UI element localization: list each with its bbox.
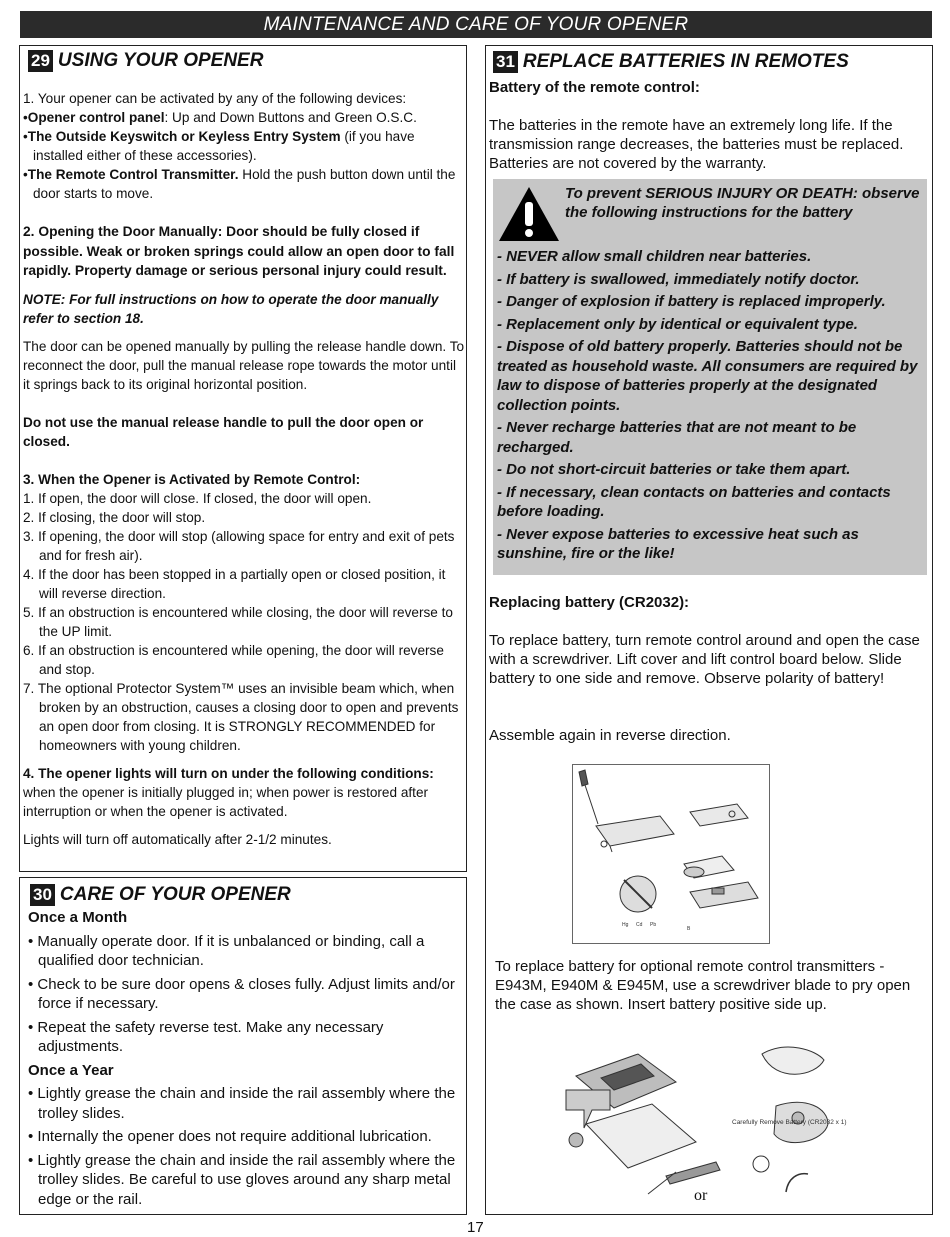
warning-triangle-icon	[497, 184, 561, 244]
replacing-text: To replace battery, turn remote control around and open the case with a screwdriver. Lift cover and lift control board below. Slide battery to one side and remove. Observe polarity of battery!	[489, 632, 920, 687]
warning-item: - Danger of explosion if battery is replaced improperly.	[497, 293, 886, 310]
list-item: • Internally the opener does not require additional lubrication.	[28, 1128, 432, 1145]
list-item: • Manually operate door. If it is unbalanced or binding, call a qualified door technician.	[28, 932, 425, 969]
device-item: •The Outside Keyswitch or Keyless Entry System (if you have installed either of these accessories).	[23, 129, 415, 163]
section-title	[28, 50, 263, 72]
warning-item: - Never expose batteries to excessive heat such as sunshine, fire or the like!	[497, 525, 859, 562]
section-heading: USING YOUR OPENER	[57, 50, 264, 71]
optional-remote-text: To replace battery for optional remote control transmitters - E943M, E940M & E945M, use a screwdriver blade to pry open the case as shown. Insert battery positive side up.	[495, 958, 911, 1013]
warning-item: - Do not short-circuit batteries or take them apart.	[497, 461, 851, 478]
warning-item: - If necessary, clean contacts on batteries and contacts before loading.	[497, 483, 891, 520]
once-a-month-heading: Once a Month	[28, 909, 128, 926]
assemble-text: Assemble again in reverse direction.	[489, 727, 731, 744]
warning-heading: To prevent SERIOUS INJURY OR DEATH: observe the following instructions for the battery	[565, 185, 920, 221]
manual-text: The door can be opened manually by pulling the release handle down. To reconnect the door, pull the manual release rope towards the motor until it springs back to its original horizontal position.	[23, 338, 465, 392]
list-item: • Repeat the safety reverse test. Make any necessary adjustments.	[28, 1018, 384, 1055]
optional-remote-figure	[556, 1046, 856, 1206]
section-body	[23, 89, 465, 849]
devices-intro: 1. Your opener can be activated by any of the following devices:	[23, 91, 407, 106]
once-a-year-heading: Once a Year	[28, 1061, 114, 1079]
warning-item: - Replacement only by identical or equivalent type.	[497, 315, 858, 333]
section-heading: REPLACE BATTERIES IN REMOTES	[522, 51, 849, 72]
figure-label-pb: Pb	[650, 922, 657, 928]
page-header: MAINTENANCE AND CARE OF YOUR OPENER	[20, 11, 932, 38]
section-using-opener	[19, 45, 467, 872]
remote-item: 1. If open, the door will close. If closed, the door will open.	[23, 490, 372, 506]
figure-or-label: or	[694, 1187, 708, 1204]
figure-label-cd: Cd	[636, 922, 643, 928]
warning-item: - NEVER allow small children near batteries.	[497, 248, 812, 265]
list-item: • Lightly grease the chain and inside the rail assembly where the trolley slides.	[28, 1085, 456, 1122]
figure-label-hg: Hg	[622, 922, 629, 928]
list-item: • Check to be sure door opens & closes fully. Adjust limits and/or force if necessary.	[28, 975, 455, 1012]
warning-item: - Dispose of old battery properly. Batteries should not be treated as household waste. All consumers are required by law to dispose of batteries properly at the designated collection points.	[497, 338, 918, 414]
warning-item: - If battery is swallowed, immediately notify doctor.	[497, 270, 860, 288]
lights-heading: 4. The opener lights will turn on under the following conditions:	[23, 765, 434, 781]
battery-replacement-figure	[572, 764, 770, 944]
remote-item: 5. If an obstruction is encountered while closing, the door will reverse to the UP limit.	[23, 604, 453, 639]
section-care-opener	[19, 877, 467, 1215]
section-heading: CARE OF YOUR OPENER	[59, 884, 291, 905]
warning-item: - Never recharge batteries that are not meant to be recharged.	[497, 419, 857, 456]
remote-item: 4. If the door has been stopped in a partially open or closed position, it will reverse direction.	[23, 566, 446, 601]
figure-callout: Carefully Remove Battery (CR2032 x 1)	[732, 1119, 847, 1126]
section-title	[493, 51, 849, 73]
lights-text: when the opener is initially plugged in; when power is restored after interruption or when the opener is activated.	[23, 784, 429, 819]
remote-item: 6. If an obstruction is encountered while opening, the door will reverse and stop.	[23, 642, 444, 677]
list-item: • Lightly grease the chain and inside the rail assembly where the trolley slides. Be careful to use gloves around any sharp metal edge or the rail.	[28, 1151, 456, 1208]
section-number: 29	[28, 50, 53, 72]
section-body	[28, 908, 460, 1213]
battery-text: The batteries in the remote have an extremely long life. If the transmission range decreases, the batteries must be replaced. Batteries are not covered by the warranty.	[489, 117, 904, 172]
manual-warning: Do not use the manual release handle to pull the door open or closed.	[23, 414, 424, 449]
remote-item: 2. If closing, the door will stop.	[23, 509, 206, 525]
section-number: 31	[493, 51, 518, 73]
device-item: •The Remote Control Transmitter. Hold the push button down until the door starts to move.	[23, 167, 456, 201]
remote-item: 7. The optional Protector System™ uses an invisible beam which, when broken by an obstruction, causes a closing door to open and prevents an open door from closing. It is STRONGLY RECOMMENDED for homeowners with young children.	[23, 680, 459, 753]
remote-item: 3. If opening, the door will stop (allowing space for entry and exit of pets and for fresh air).	[23, 528, 455, 563]
replacing-heading: Replacing battery (CR2032):	[489, 594, 690, 611]
manual-opening-heading: 2. Opening the Door Manually: Door should be fully closed if possible. Weak or broken springs could allow an open door to fall rapidly. Property damage or serious personal injury could result.	[23, 224, 455, 278]
section-replace-batteries	[485, 45, 933, 1215]
lights-off-text: Lights will turn off automatically after 2-1/2 minutes.	[23, 831, 332, 847]
section-number: 30	[30, 884, 55, 906]
remote-heading: 3. When the Opener is Activated by Remote Control:	[23, 471, 361, 487]
manual-note: NOTE: For full instructions on how to operate the door manually refer to section 18.	[23, 291, 439, 326]
page-number: 17	[467, 1219, 484, 1236]
battery-heading: Battery of the remote control:	[489, 79, 700, 96]
device-item: •Opener control panel: Up and Down Buttons and Green O.S.C.	[23, 110, 417, 125]
section-title	[30, 884, 291, 906]
figure-label-b: B	[687, 926, 691, 932]
battery-warning-box	[493, 179, 927, 575]
